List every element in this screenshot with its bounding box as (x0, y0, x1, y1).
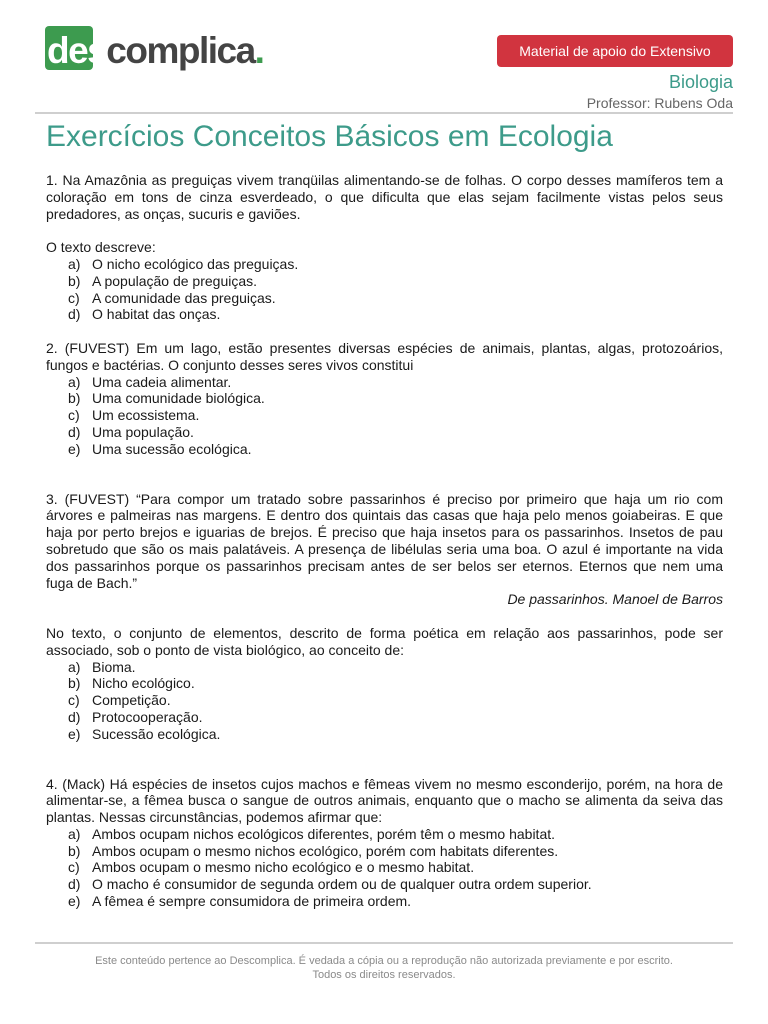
option-letter: e) (68, 440, 81, 457)
option-letter: c) (68, 692, 80, 709)
option-letter: a) (68, 255, 81, 272)
option-letter: b) (68, 842, 81, 859)
option-text: O nicho ecológico das preguiças. (92, 255, 299, 272)
footer-divider (35, 942, 733, 944)
option-letter: a) (68, 825, 81, 842)
copyright-footer (35, 955, 733, 982)
option-letter: d) (68, 876, 81, 893)
spacer (46, 743, 723, 776)
option-text: A comunidade das preguiças. (92, 289, 276, 306)
logo-dot: . (254, 30, 264, 71)
option-letter: c) (68, 407, 80, 424)
spacer (46, 458, 723, 491)
option-letter: a) (68, 373, 81, 390)
question-2-text: 2. (FUVEST) Em um lago, estão presentes diversas espécies de animais, plantas, algas, protozoários, fungos e bactérias. O conjunto desses seres vivos constitui (46, 339, 723, 373)
option-item (46, 659, 723, 676)
header-divider (35, 112, 733, 114)
spacer (46, 222, 723, 239)
option-item (46, 692, 723, 709)
option-item (46, 876, 723, 893)
option-letter: d) (68, 708, 81, 725)
option-item (46, 290, 723, 307)
option-item (46, 390, 723, 407)
page-title: Exercícios Conceitos Básicos em Ecologia (46, 120, 613, 153)
option-item (46, 306, 723, 323)
professor-label: Professor: Rubens Oda (586, 95, 733, 111)
option-letter: c) (68, 289, 80, 306)
option-text: Ambos ocupam o mesmo nicho ecológico e o mesmo habitat. (92, 859, 475, 876)
question-4-options (46, 826, 723, 910)
question-2-options (46, 374, 723, 458)
option-item (46, 407, 723, 424)
option-text: A fêmea é sempre consumidora de primeira ordem. (92, 893, 412, 910)
option-text: Uma cadeia alimentar. (92, 373, 232, 390)
question-3-options (46, 659, 723, 743)
option-item (46, 424, 723, 441)
option-letter: a) (68, 658, 81, 675)
subject-label: Biologia (668, 72, 733, 92)
option-text: Sucessão ecológica. (92, 725, 221, 742)
option-item (46, 256, 723, 273)
option-item (46, 843, 723, 860)
option-item (46, 273, 723, 290)
logo-wordmark (47, 29, 263, 73)
option-text: Um ecossistema. (92, 407, 200, 424)
option-text: O habitat das onças. (92, 306, 221, 323)
question-1-prompt: O texto descreve: (46, 239, 156, 256)
exercise-list (46, 172, 723, 910)
option-text: Competição. (92, 692, 171, 709)
option-item (46, 893, 723, 910)
option-item (46, 859, 723, 876)
option-item (46, 826, 723, 843)
logo-part2: complica (106, 30, 255, 71)
question-3-prompt: No texto, o conjunto de elementos, descrito de forma poética em relação aos passarinhos, pode ser associado, sob o ponto de vista biológico, ao conceito de: (46, 624, 723, 658)
option-letter: b) (68, 675, 81, 692)
footer-line-2: Todos os direitos reservados. (312, 968, 456, 981)
option-letter: d) (68, 306, 81, 323)
question-1-options (46, 256, 723, 323)
question-4-text: 4. (Mack) Há espécies de insetos cujos machos e fêmeas vivem no mesmo esconderijo, porém, na hora de alimentar-se, a fêmea busca o sangue de outros animais, enquanto que o macho se alimenta da seiva das plantas. Nessas circunstâncias, podemos afirmar que: (46, 775, 723, 826)
option-text: Ambos ocupam nichos ecológicos diferentes, porém têm o mesmo habitat. (92, 825, 556, 842)
option-letter: c) (68, 859, 80, 876)
option-letter: e) (68, 725, 81, 742)
option-item (46, 709, 723, 726)
course-badge: Material de apoio do Extensivo (497, 35, 733, 67)
footer-line-1: Este conteúdo pertence ao Descomplica. É vedada a cópia ou a reprodução não autorizada previamente e por escrito. (95, 955, 673, 967)
option-text: Bioma. (92, 658, 136, 675)
logo-part1: des (47, 30, 107, 71)
option-text: A população de preguiças. (92, 272, 258, 289)
option-item (46, 726, 723, 743)
option-text: Ambos ocupam o mesmo nichos ecológico, porém com habitats diferentes. (92, 842, 559, 859)
option-text: Protocooperação. (92, 708, 203, 725)
option-letter: e) (68, 893, 81, 910)
option-item (46, 441, 723, 458)
spacer (46, 323, 723, 340)
option-text: Uma população. (92, 423, 194, 440)
option-letter: b) (68, 390, 81, 407)
option-text: Uma sucessão ecológica. (92, 440, 252, 457)
option-letter: d) (68, 423, 81, 440)
option-item (46, 675, 723, 692)
option-text: O macho é consumidor de segunda ordem ou de qualquer outra ordem superior. (92, 876, 592, 893)
option-letter: b) (68, 272, 81, 289)
descomplica-logo (45, 22, 264, 72)
question-1-text: 1. Na Amazônia as preguiças vivem tranqüilas alimentando-se de folhas. O corpo desses mamíferos tem a coloração em tons de cinza esverdeado, o que dificulta que elas sejam facilmente vistas pelos seus predadores, as onças, sucuris e gaviões. (46, 172, 723, 222)
quote-attribution: De passarinhos. Manoel de Barros (507, 591, 723, 608)
question-3-text: 3. (FUVEST) “Para compor um tratado sobre passarinhos é preciso por primeiro que haja um rio com árvores e palmeiras nas margens. E dentro dos quintais das casas que haja pelo menos goiabeiras. E que haja por perto brejos e iguarias de brejos. É preciso que haja insetos para os passarinhos. Insetos de pau sobretudo que são os mais palatáveis. A presença de libélulas seria uma boa. O azul é importante na vida dos passarinhos porque os passarinhos precisam antes de ser belos ser eternos. Eternos que nem uma fuga de Bach.” (46, 490, 723, 591)
option-item (46, 374, 723, 391)
option-text: Nicho ecológico. (92, 675, 195, 692)
option-text: Uma comunidade biológica. (92, 390, 265, 407)
spacer (46, 608, 723, 625)
